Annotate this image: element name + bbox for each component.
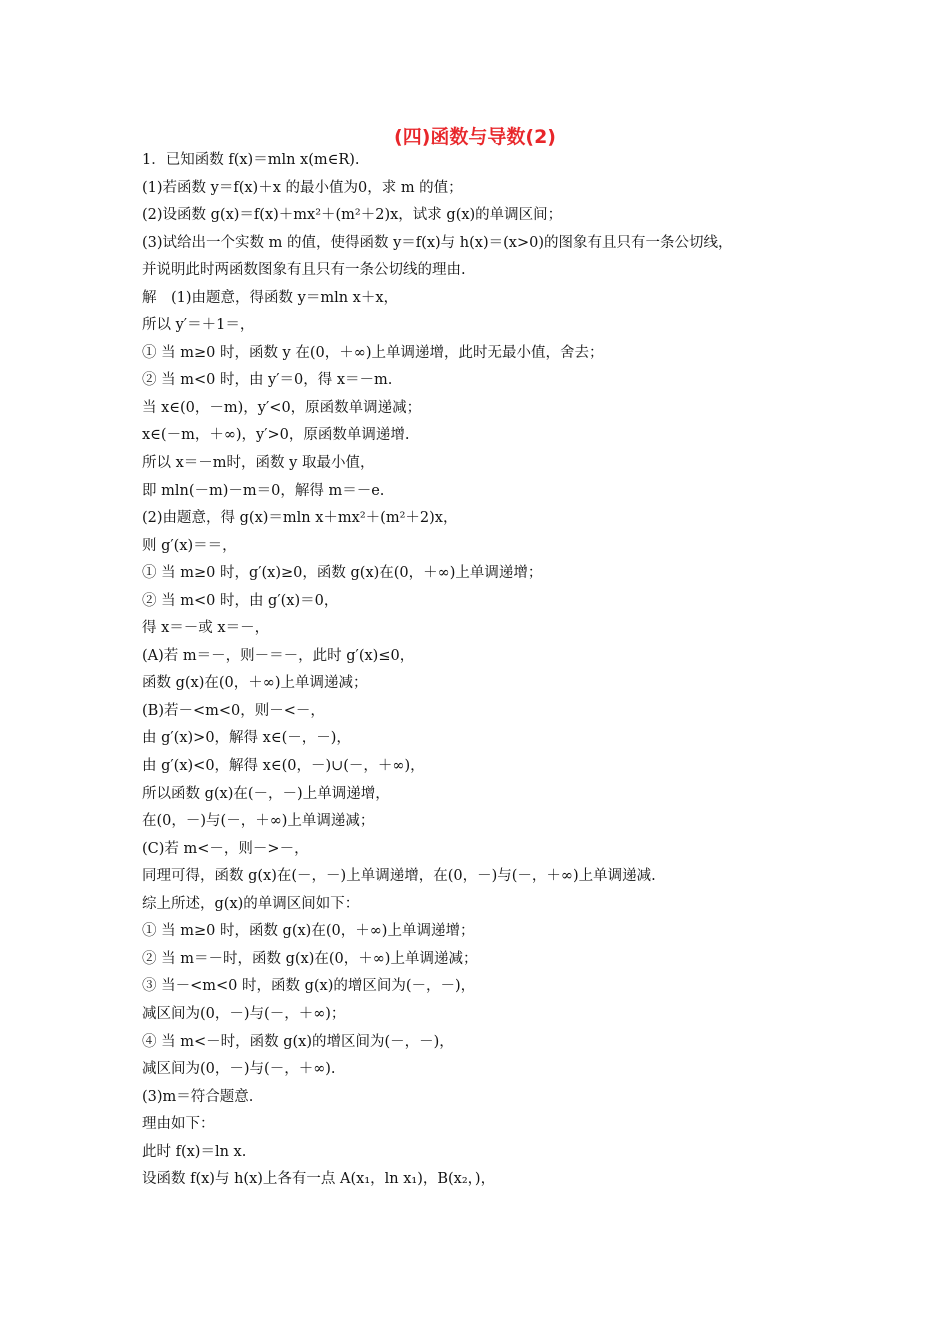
text-line: ③ 当－<m<0 时，函数 g(x)的增区间为(－，－)， [142,978,476,995]
text-line: 即 mln(－m)－m＝0，解得 m＝－e. [142,482,385,499]
text-line: 在(0，－)与(－，＋∞)上单调递减； [142,813,375,830]
text-line: 由 g′(x)>0，解得 x∈(－，－)， [142,730,351,747]
text-line: ④ 当 m<－时，函数 g(x)的增区间为(－，－)， [142,1033,454,1050]
text-line: 当 x∈(0，－m)，y′<0，原函数单调递减； [142,399,422,416]
document-body [142,147,842,1194]
text-line: (C)若 m<－，则－>－， [142,840,309,857]
text-line: 此时 f(x)＝ln x. [142,1143,247,1160]
text-line: 函数 g(x)在(0，＋∞)上单调递减； [142,675,368,692]
text-line: 所以 y′＝＋1＝， [142,317,255,334]
text-line: 减区间为(0，－)与(－，＋∞)； [142,1005,346,1022]
text-line: ① 当 m≥0 时，函数 y 在(0，＋∞)上单调递增，此时无最小值，舍去； [142,344,604,361]
text-line: 同理可得，函数 g(x)在(－，－)上单调递增，在(0，－)与(－，＋∞)上单调递减. [142,868,656,885]
text-line: 得 x＝－或 x＝－， [142,620,270,637]
text-line: (3)m＝符合题意. [142,1088,254,1105]
text-line: 理由如下： [142,1116,215,1133]
text-line: (B)若－<m<0，则－<－， [142,702,325,719]
text-line: 设函数 f(x)与 h(x)上各有一点 A(x₁，ln x₁)，B(x₂，)， [142,1171,496,1188]
text-line: ② 当 m＝－时，函数 g(x)在(0，＋∞)上单调递减； [142,950,478,967]
text-line: ② 当 m<0 时，由 g′(x)＝0， [142,592,339,609]
text-line: (3)试给出一个实数 m 的值，使得函数 y＝f(x)与 h(x)＝(x>0)的图象有且只有一条公切线， [142,234,733,251]
text-line: 减区间为(0，－)与(－，＋∞). [142,1061,336,1078]
text-line: 1．已知函数 f(x)＝mln x(m∈R). [142,152,360,168]
text-line: 由 g′(x)<0，解得 x∈(0，－)∪(－，＋∞)， [142,758,425,775]
text-line: 解 (1)由题意，得函数 y＝mln x＋x， [142,289,399,306]
text-line: 所以 x＝－m时，函数 y 取最小值， [142,455,375,472]
text-line: ① 当 m≥0 时，g′(x)≥0，函数 g(x)在(0，＋∞)上单调递增； [142,565,543,582]
text-line: (1)若函数 y＝f(x)＋x 的最小值为0，求 m 的值； [142,179,463,196]
text-line: (2)设函数 g(x)＝f(x)＋mx²＋(m²＋2)x，试求 g(x)的单调区间； [142,207,563,224]
text-line: 综上所述，g(x)的单调区间如下： [142,895,360,912]
text-line: 并说明此时两函数图象有且只有一条公切线的理由. [142,262,466,279]
text-line: (A)若 m＝－，则－＝－，此时 g′(x)≤0， [142,647,415,664]
text-line: ② 当 m<0 时，由 y′＝0，得 x＝－m. [142,372,393,389]
page-title: (四)函数与导数(2) [394,126,556,148]
text-line: 所以函数 g(x)在(－，－)上单调递增， [142,785,390,802]
text-line: x∈(－m，＋∞)，y′>0，原函数单调递增. [142,427,410,444]
text-line: ① 当 m≥0 时，函数 g(x)在(0，＋∞)上单调递增； [142,923,475,940]
text-line: (2)由题意，得 g(x)＝mln x＋mx²＋(m²＋2)x， [142,510,458,527]
text-line: 则 g′(x)＝＝， [142,537,237,554]
